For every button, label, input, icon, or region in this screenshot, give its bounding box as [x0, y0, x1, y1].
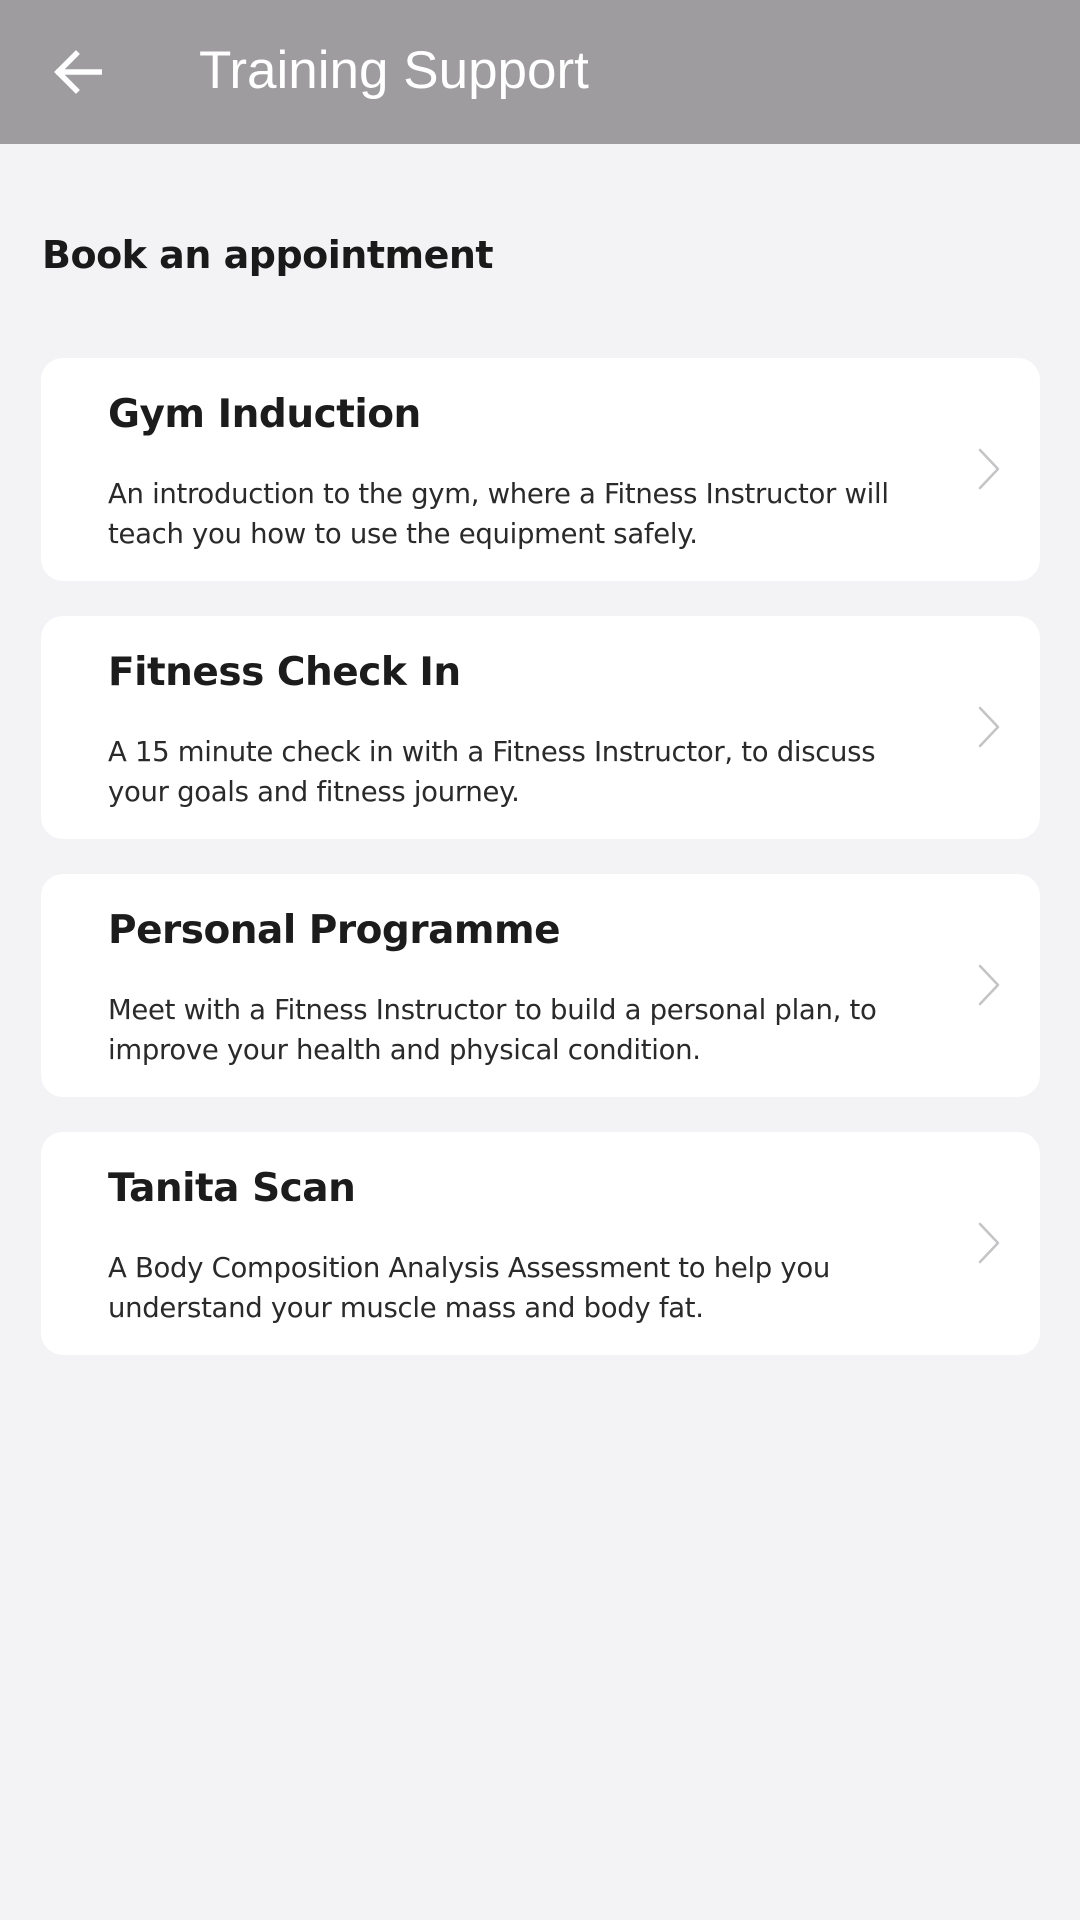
- app-bar: [0, 0, 1080, 144]
- appointment-card-personal-programme[interactable]: [41, 874, 1040, 1097]
- appointment-list: [41, 358, 1040, 1390]
- chevron-right-icon: [976, 962, 1002, 1008]
- page-title: Training Support: [199, 41, 589, 100]
- chevron-right-icon: [976, 446, 1002, 492]
- chevron-right-icon: [976, 704, 1002, 750]
- appointment-card-fitness-check-in[interactable]: [41, 616, 1040, 839]
- section-heading: Book an appointment: [42, 233, 494, 277]
- card-description: Meet with a Fitness Instructor to build a personal plan, to improve your health and physical condition.: [108, 994, 877, 1066]
- card-description: An introduction to the gym, where a Fitness Instructor will teach you how to use the equipment safely.: [108, 478, 889, 550]
- appointment-card-tanita-scan[interactable]: [41, 1132, 1040, 1355]
- card-description: A 15 minute check in with a Fitness Instructor, to discuss your goals and fitness journey.: [108, 736, 876, 808]
- chevron-right-icon: [976, 1220, 1002, 1266]
- card-title: Personal Programme: [108, 908, 561, 953]
- card-title: Tanita Scan: [108, 1166, 356, 1211]
- back-button[interactable]: [36, 30, 120, 114]
- card-title: Fitness Check In: [108, 650, 461, 695]
- arrow-left-icon: [54, 50, 102, 94]
- card-title: Gym Induction: [108, 392, 421, 437]
- appointment-card-gym-induction[interactable]: [41, 358, 1040, 581]
- card-description: A Body Composition Analysis Assessment to help you understand your muscle mass and body fat.: [108, 1252, 831, 1324]
